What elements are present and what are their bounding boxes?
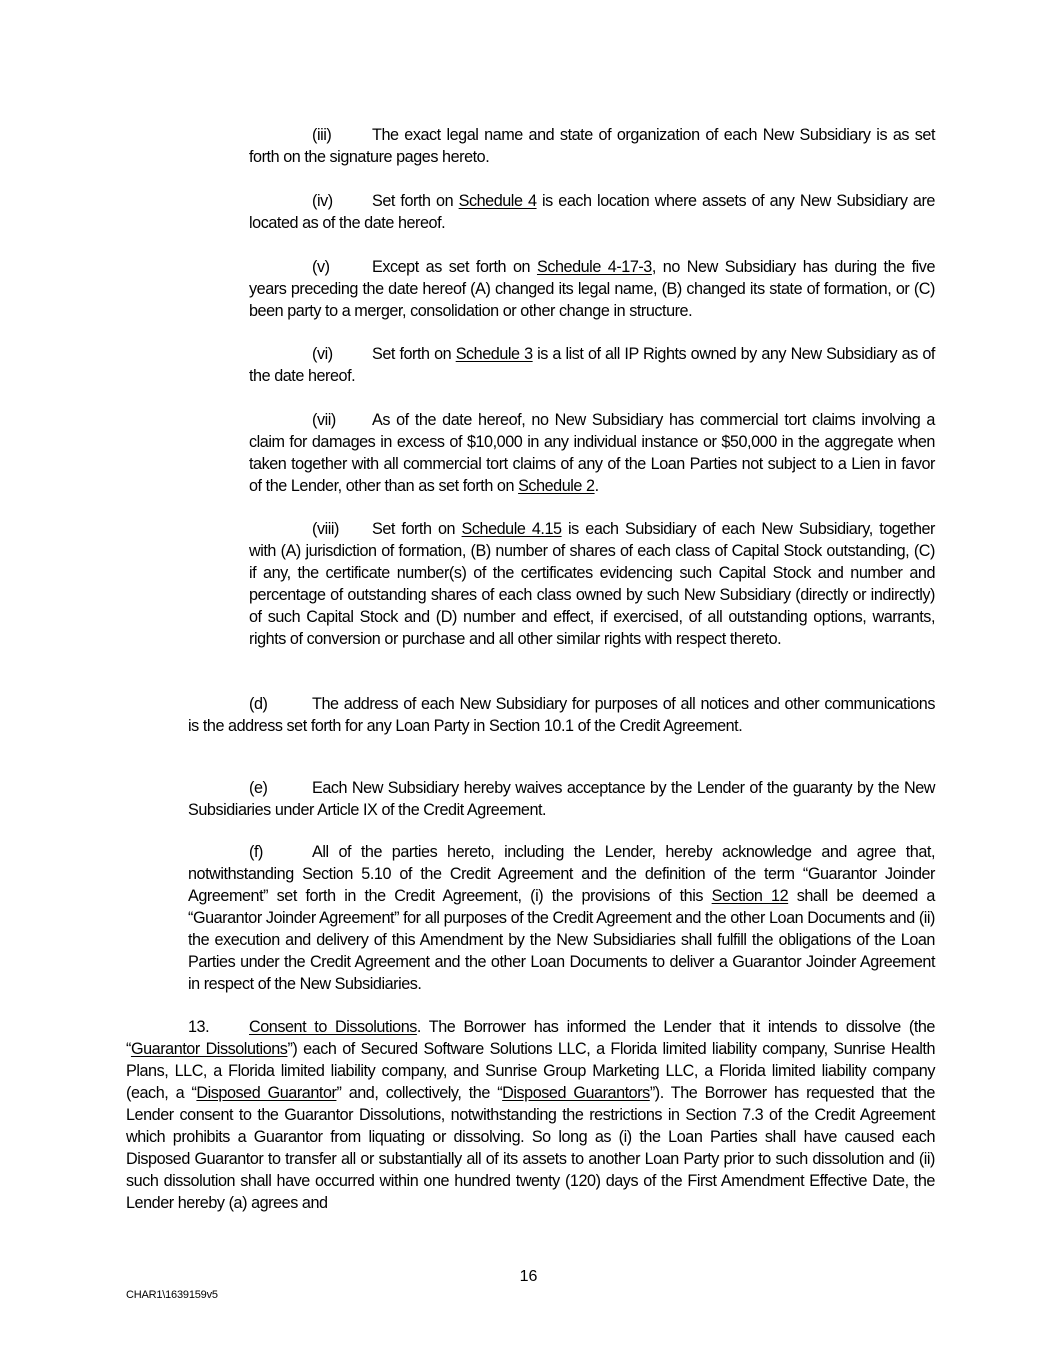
defined-term: Disposed Guarantors <box>502 1084 650 1102</box>
paragraph-text: shall be deemed a “Guarantor Joinder Agreement” for all purposes of the Credit Agreement and the other Loan Documents and (ii) the execution and delivery of this Amendment by the New Subsidiaries shall fulfill the obligations of the Loan Parties under the Credit Agreement and the other Loan Documents to deliver a Guarantor Joinder Agreement in respect of the New Subsidiaries. <box>188 887 935 993</box>
section-13 <box>126 1016 935 1214</box>
paragraph-label: (iii) <box>312 126 332 144</box>
schedule-reference: Schedule 4 <box>458 192 537 210</box>
page-number: 16 <box>519 1268 538 1285</box>
paragraph-text: Set forth on <box>372 520 462 538</box>
paragraph-label: (e) <box>249 779 268 797</box>
paragraph-e <box>188 777 935 821</box>
schedule-reference: Schedule 3 <box>455 345 533 363</box>
paragraph-text: is each Subsidiary of each New Subsidiary, together with (A) jurisdiction of formation, (B) number of shares of each class of Capital Stock outstanding, (C) if any, the certificate number(s) of the certificates evidencing such Capital Stock and number and percentage of outstanding shares of each class owned by such New Subsidiary (directly or indirectly) of such Capital Stock and (D) number and effect, if exercised, of all outstanding options, warrants, rights of conversion or purchase and all other similar rights with respect thereto. <box>249 520 935 648</box>
schedule-reference: Schedule 2 <box>518 477 595 495</box>
paragraph-text: Set forth on <box>372 192 459 210</box>
paragraph-text: is each location where assets of any New Subsidiary are located as of the date hereof. <box>249 192 935 232</box>
defined-term: Disposed Guarantor <box>196 1084 337 1102</box>
paragraph-label: (viii) <box>312 520 339 538</box>
paragraph-text: ”) each of Secured Software Solutions LLC, a Florida limited liability company, Sunrise Health Plans, LLC, a Florida limited liability company, and Sunrise Group Marketing LLC, a Florida limited liability company (each, a “ <box>126 1040 936 1102</box>
paragraph-vii <box>249 409 935 497</box>
defined-term: Guarantor Dissolutions <box>130 1040 288 1058</box>
section-heading: Consent to Dissolutions <box>249 1018 417 1036</box>
paragraph-text: The exact legal name and state of organization of each New Subsidiary is as set forth on the signature pages hereto. <box>249 126 935 166</box>
paragraph-f <box>188 841 935 995</box>
paragraph-text: The address of each New Subsidiary for purposes of all notices and other communications is the address set forth for any Loan Party in Section 10.1 of the Credit Agreement. <box>188 695 935 735</box>
schedule-reference: Schedule 4.15 <box>461 520 562 538</box>
paragraph-label: (v) <box>312 258 330 276</box>
paragraph-v <box>249 256 935 322</box>
section-reference: Section 12 <box>711 887 789 905</box>
paragraph-text: All of the parties hereto, including the Lender, hereby acknowledge and agree that, notwithstanding Section 5.10 of the Credit Agreement and the definition of the term “Guarantor Joinder Agreement” set forth in the Credit Agreement, (i) the provisions of this <box>188 843 935 905</box>
paragraph-d <box>188 693 935 737</box>
paragraph-text: is a list of all IP Rights owned by any New Subsidiary as of the date hereof. <box>249 345 935 385</box>
paragraph-iii <box>249 124 935 168</box>
paragraph-iv <box>249 190 935 234</box>
paragraph-text: Each New Subsidiary hereby waives acceptance by the Lender of the guaranty by the New Subsidiaries under Article IX of the Credit Agreement. <box>188 779 935 819</box>
section-number: 13. <box>188 1018 210 1036</box>
paragraph-vi <box>249 343 935 387</box>
paragraph-label: (vii) <box>312 411 336 429</box>
paragraph-label: (f) <box>249 843 263 861</box>
paragraph-viii <box>249 518 935 650</box>
paragraph-text: . <box>594 477 599 495</box>
paragraph-label: (iv) <box>312 192 333 210</box>
paragraph-label: (d) <box>249 695 268 713</box>
paragraph-text: As of the date hereof, no New Subsidiary has commercial tort claims involving a claim for damages in excess of $10,000 in any individual instance or $50,000 in the aggregate when taken together with all commercial tort claims of any of the Loan Parties not subject to a Lien in favor of the Lender, other than as set forth on <box>249 411 935 495</box>
schedule-reference: Schedule 4-17-3 <box>536 258 652 276</box>
paragraph-text: Set forth on <box>372 345 456 363</box>
paragraph-text: Except as set forth on <box>372 258 537 276</box>
document-id: CHAR1\1639159v5 <box>126 1289 218 1301</box>
paragraph-text: . The Borrower has informed the Lender that it intends to dissolve (the “ <box>126 1018 935 1058</box>
paragraph-text: ”). The Borrower has requested that the Lender consent to the Guarantor Dissolutions, notwithstanding the restrictions in Section 7.3 of the Credit Agreement which prohibits a Guarantor from liquating or dissolving. So long as (i) the Loan Parties shall have caused each Disposed Guarantor to transfer all or substantially all of its assets to another Loan Party prior to such dissolution and (ii) such dissolution shall have occurred within one hundred twenty (120) days of the First Amendment Effective Date, the Lender hereby (a) agrees and <box>126 1084 935 1212</box>
paragraph-text: , no New Subsidiary has during the five years preceding the date hereof (A) changed its legal name, (B) changed its state of formation, or (C) been party to a merger, consolidation or other change in structure. <box>249 258 935 320</box>
paragraph-label: (vi) <box>312 345 333 363</box>
paragraph-text: ” and, collectively, the “ <box>336 1084 503 1102</box>
